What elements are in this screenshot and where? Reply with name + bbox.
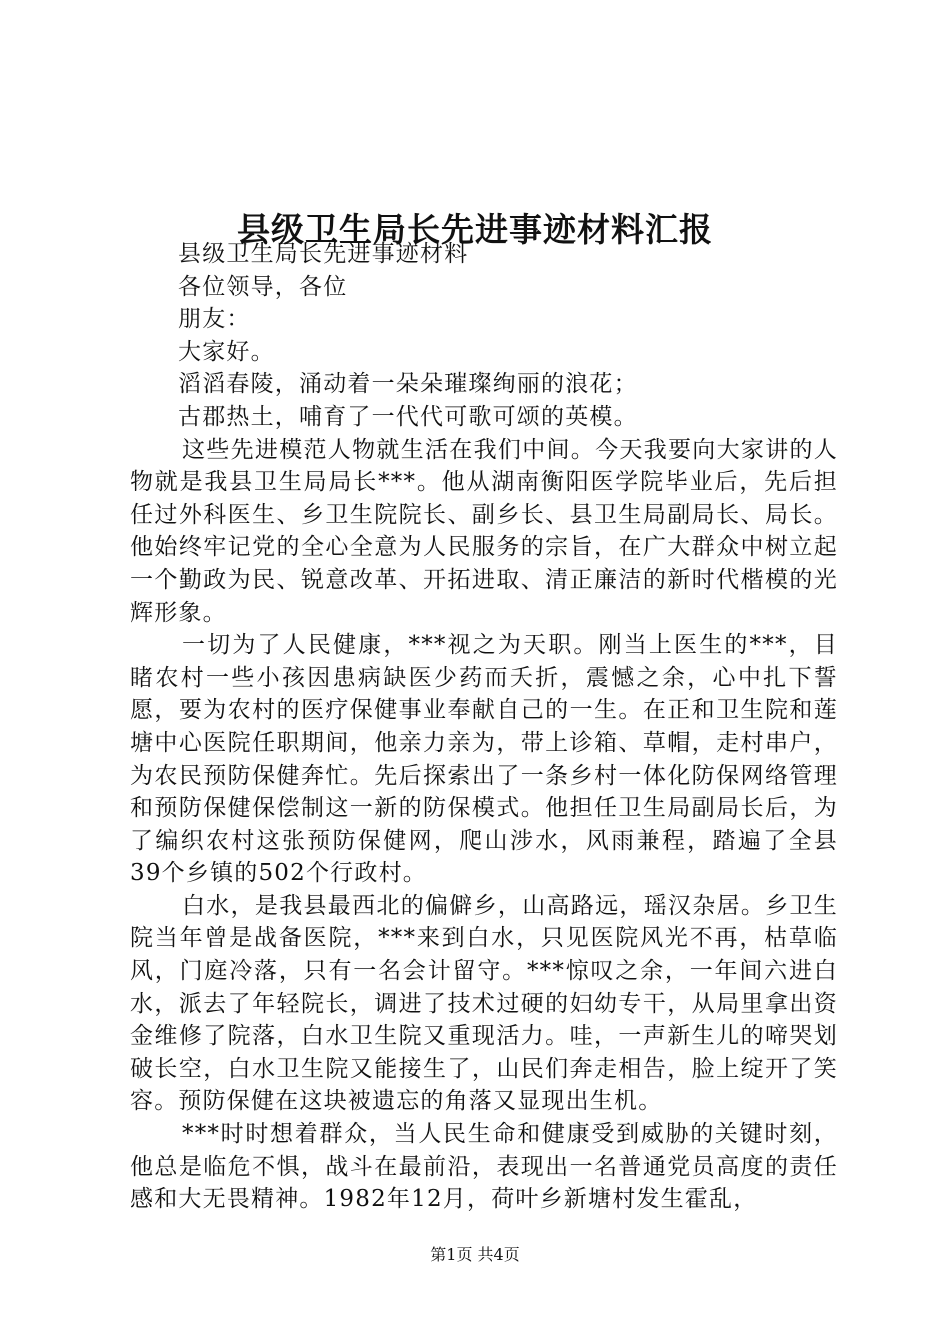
greeting-line: 大家好。 xyxy=(178,338,275,365)
document-body xyxy=(130,238,838,1216)
salutation-line: 各位领导，各位 xyxy=(178,273,348,300)
paragraph-intro: 这些先进模范人物就生活在我们中间。今天我要向大家讲的人物就是我县卫生局局长***。他从湖南衡阳医学院毕业后，先后担任过外科医生、乡卫生院院长、副乡长、县卫生局副局长、局长。他始终牢记党的全心全意为人民服务的宗旨，在广大群众中树立起一个勤政为民、锐意改革、开拓进取、清正廉洁的新时代楷模的光辉形象。 xyxy=(130,436,838,626)
verse-line-1: 滔滔春陵，涌动着一朵朵璀璨绚丽的浪花； xyxy=(178,371,638,398)
paragraph-baishui: 白水，是我县最西北的偏僻乡，山高路远，瑶汉杂居。乡卫生院当年曾是战备医院，***来到白水，只见医院风光不再，枯草临风，门庭冷落，只有一名会计留守。***惊叹之余，一年间六进白水，派去了年轻院长，调进了技术过硬的妇幼专干，从局里拿出资金维修了院落，白水卫生院又重现活力。哇，一声新生儿的啼哭划破长空，白水卫生院又能接生了，山民们奔走相告，脸上绽开了笑容。预防保健在这块被遗忘的角落又显现出生机。 xyxy=(130,892,838,1115)
verse-line-2: 古郡热土，哺育了一代代可歌可颂的英模。 xyxy=(178,403,638,430)
page-footer: 第1页 共4页 xyxy=(430,1245,520,1264)
document-title: 县级卫生局长先进事迹材料汇报 xyxy=(237,210,713,250)
subtitle-line: 县级卫生局长先进事迹材料 xyxy=(178,241,469,267)
salutation-line-2: 朋友： xyxy=(178,306,251,333)
paragraph-health: 一切为了人民健康，***视之为天职。刚当上医生的***，目睹农村一些小孩因患病缺医少药而夭折，震憾之余，心中扎下誓愿，要为农村的医疗保健事业奉献自己的一生。在正和卫生院和莲塘中心医院任职期间，他亲力亲为，带上诊箱、草帽，走村串户，为农民预防保健奔忙。先后探索出了一条乡村一体化防保网络管理和预防保健保偿制这一新的防保模式。他担任卫生局副局长后，为了编织农村这张预防保健网，爬山涉水，风雨兼程，踏遍了全县39个乡镇的502个行政村。 xyxy=(130,632,838,887)
paragraph-crisis: ***时时想着群众，当人民生命和健康受到威胁的关键时刻，他总是临危不惧，战斗在最前沿，表现出一名普通党员高度的责任感和大无畏精神。1982年12月，荷叶乡新塘村发生霍乱， xyxy=(130,1121,838,1213)
